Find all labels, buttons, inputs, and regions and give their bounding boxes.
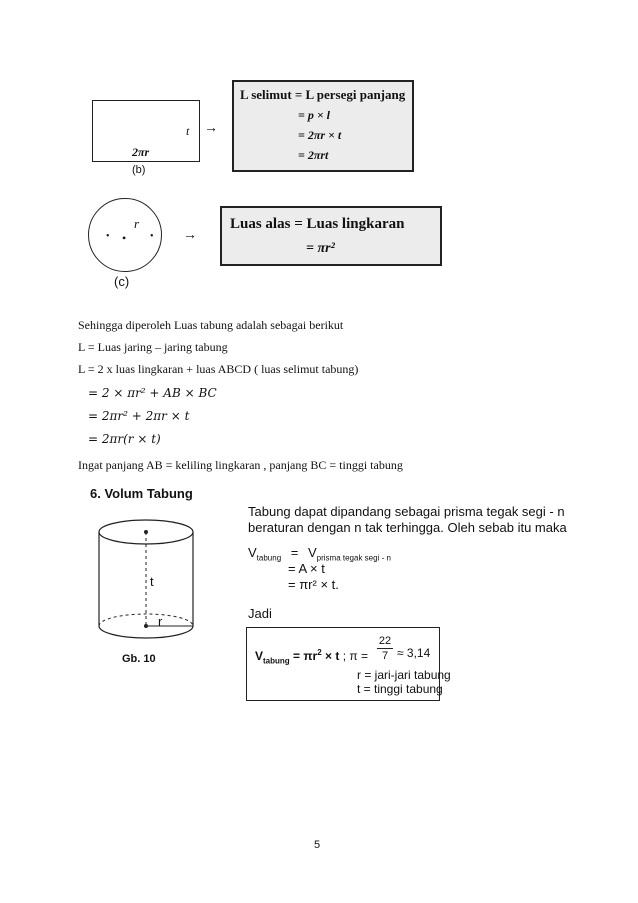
math-line-2: = 2πr² + 2πr × t	[88, 409, 190, 423]
pi-denominator: 7	[381, 650, 389, 662]
figure-caption-c: (c)	[114, 274, 130, 289]
center-dot: •	[122, 231, 127, 245]
t-definition: t = tinggi tabung	[357, 682, 443, 696]
figure-b	[88, 98, 208, 178]
arrow-right-icon: →	[183, 228, 197, 243]
prism-label: V	[307, 545, 317, 560]
arrow-right-icon: →	[204, 121, 218, 136]
v-label: V	[248, 545, 257, 560]
r-definition: r = jari-jari tabung	[357, 668, 451, 682]
pi-numerator: 22	[378, 635, 392, 647]
pi-approx: ≈ 3,14	[397, 646, 431, 660]
final-formula-box	[246, 627, 451, 701]
jadi-label: Jadi	[248, 606, 272, 621]
page-number: 5	[314, 839, 321, 851]
radius-label: r	[134, 216, 140, 231]
width-label: 2πr	[132, 145, 150, 159]
alas-formula-box	[220, 206, 442, 266]
final-formula: $V_{tabung} = \pi r^2 \times t$ ; π =	[255, 648, 368, 666]
alas-line-2: = πr²	[306, 241, 335, 256]
figure-c	[84, 198, 204, 293]
final-v: V	[255, 649, 264, 663]
line-1: L = Luas jaring – jaring tabung	[78, 340, 228, 354]
dot-left: •	[106, 231, 110, 242]
top-center-dot	[144, 530, 148, 534]
formula-line-1: L selimut = L persegi panjang	[240, 87, 406, 102]
cylinder-r-label: r	[158, 614, 163, 629]
math-line-1: = 2 × πr² + AB × BC	[88, 386, 217, 400]
math-line-3: = 2πr(r × t)	[88, 432, 161, 446]
figure-caption-b: (b)	[132, 164, 146, 176]
formula-line-3: = 2πr × t	[298, 128, 342, 142]
section-heading: 6. Volum Tabung	[90, 486, 193, 501]
note-text: Ingat panjang AB = keliling lingkaran , panjang BC = tinggi tabung	[78, 458, 403, 472]
v-sub: tabung	[256, 553, 282, 563]
volume-eq-3: = πr² × t.	[288, 577, 339, 592]
formula-line-2: = p × l	[298, 108, 331, 122]
volume-eq-1: $V_{tabung} = V_{prisma tegak segi - n}$	[248, 545, 391, 563]
formula-line-4: = 2πrt	[298, 148, 329, 162]
final-v-sub: tabung	[263, 656, 290, 666]
line-2: L = 2 x luas lingkaran + luas ABCD ( luas selimut tabung)	[78, 362, 359, 376]
height-label: t	[186, 124, 190, 138]
volume-eq-2: = A × t	[288, 561, 325, 576]
cylinder-t-label: t	[150, 574, 154, 589]
selimut-formula-box	[232, 80, 414, 172]
intro-text: Sehingga diperoleh Luas tabung adalah sebagai berikut	[78, 318, 344, 332]
volume-desc-2: beraturan dengan n tak terhingga. Oleh sebab itu maka	[248, 520, 567, 535]
volume-desc-1: Tabung dapat dipandang sebagai prisma tegak segi - n	[248, 504, 565, 519]
alas-line-1: Luas alas = Luas lingkaran	[230, 216, 405, 232]
prism-sub: prisma tegak segi - n	[316, 553, 391, 563]
dot-right: •	[150, 231, 154, 242]
pi-fraction	[377, 634, 393, 663]
figure-caption-gb10: Gb. 10	[122, 653, 156, 665]
bottom-center-dot	[144, 624, 148, 628]
